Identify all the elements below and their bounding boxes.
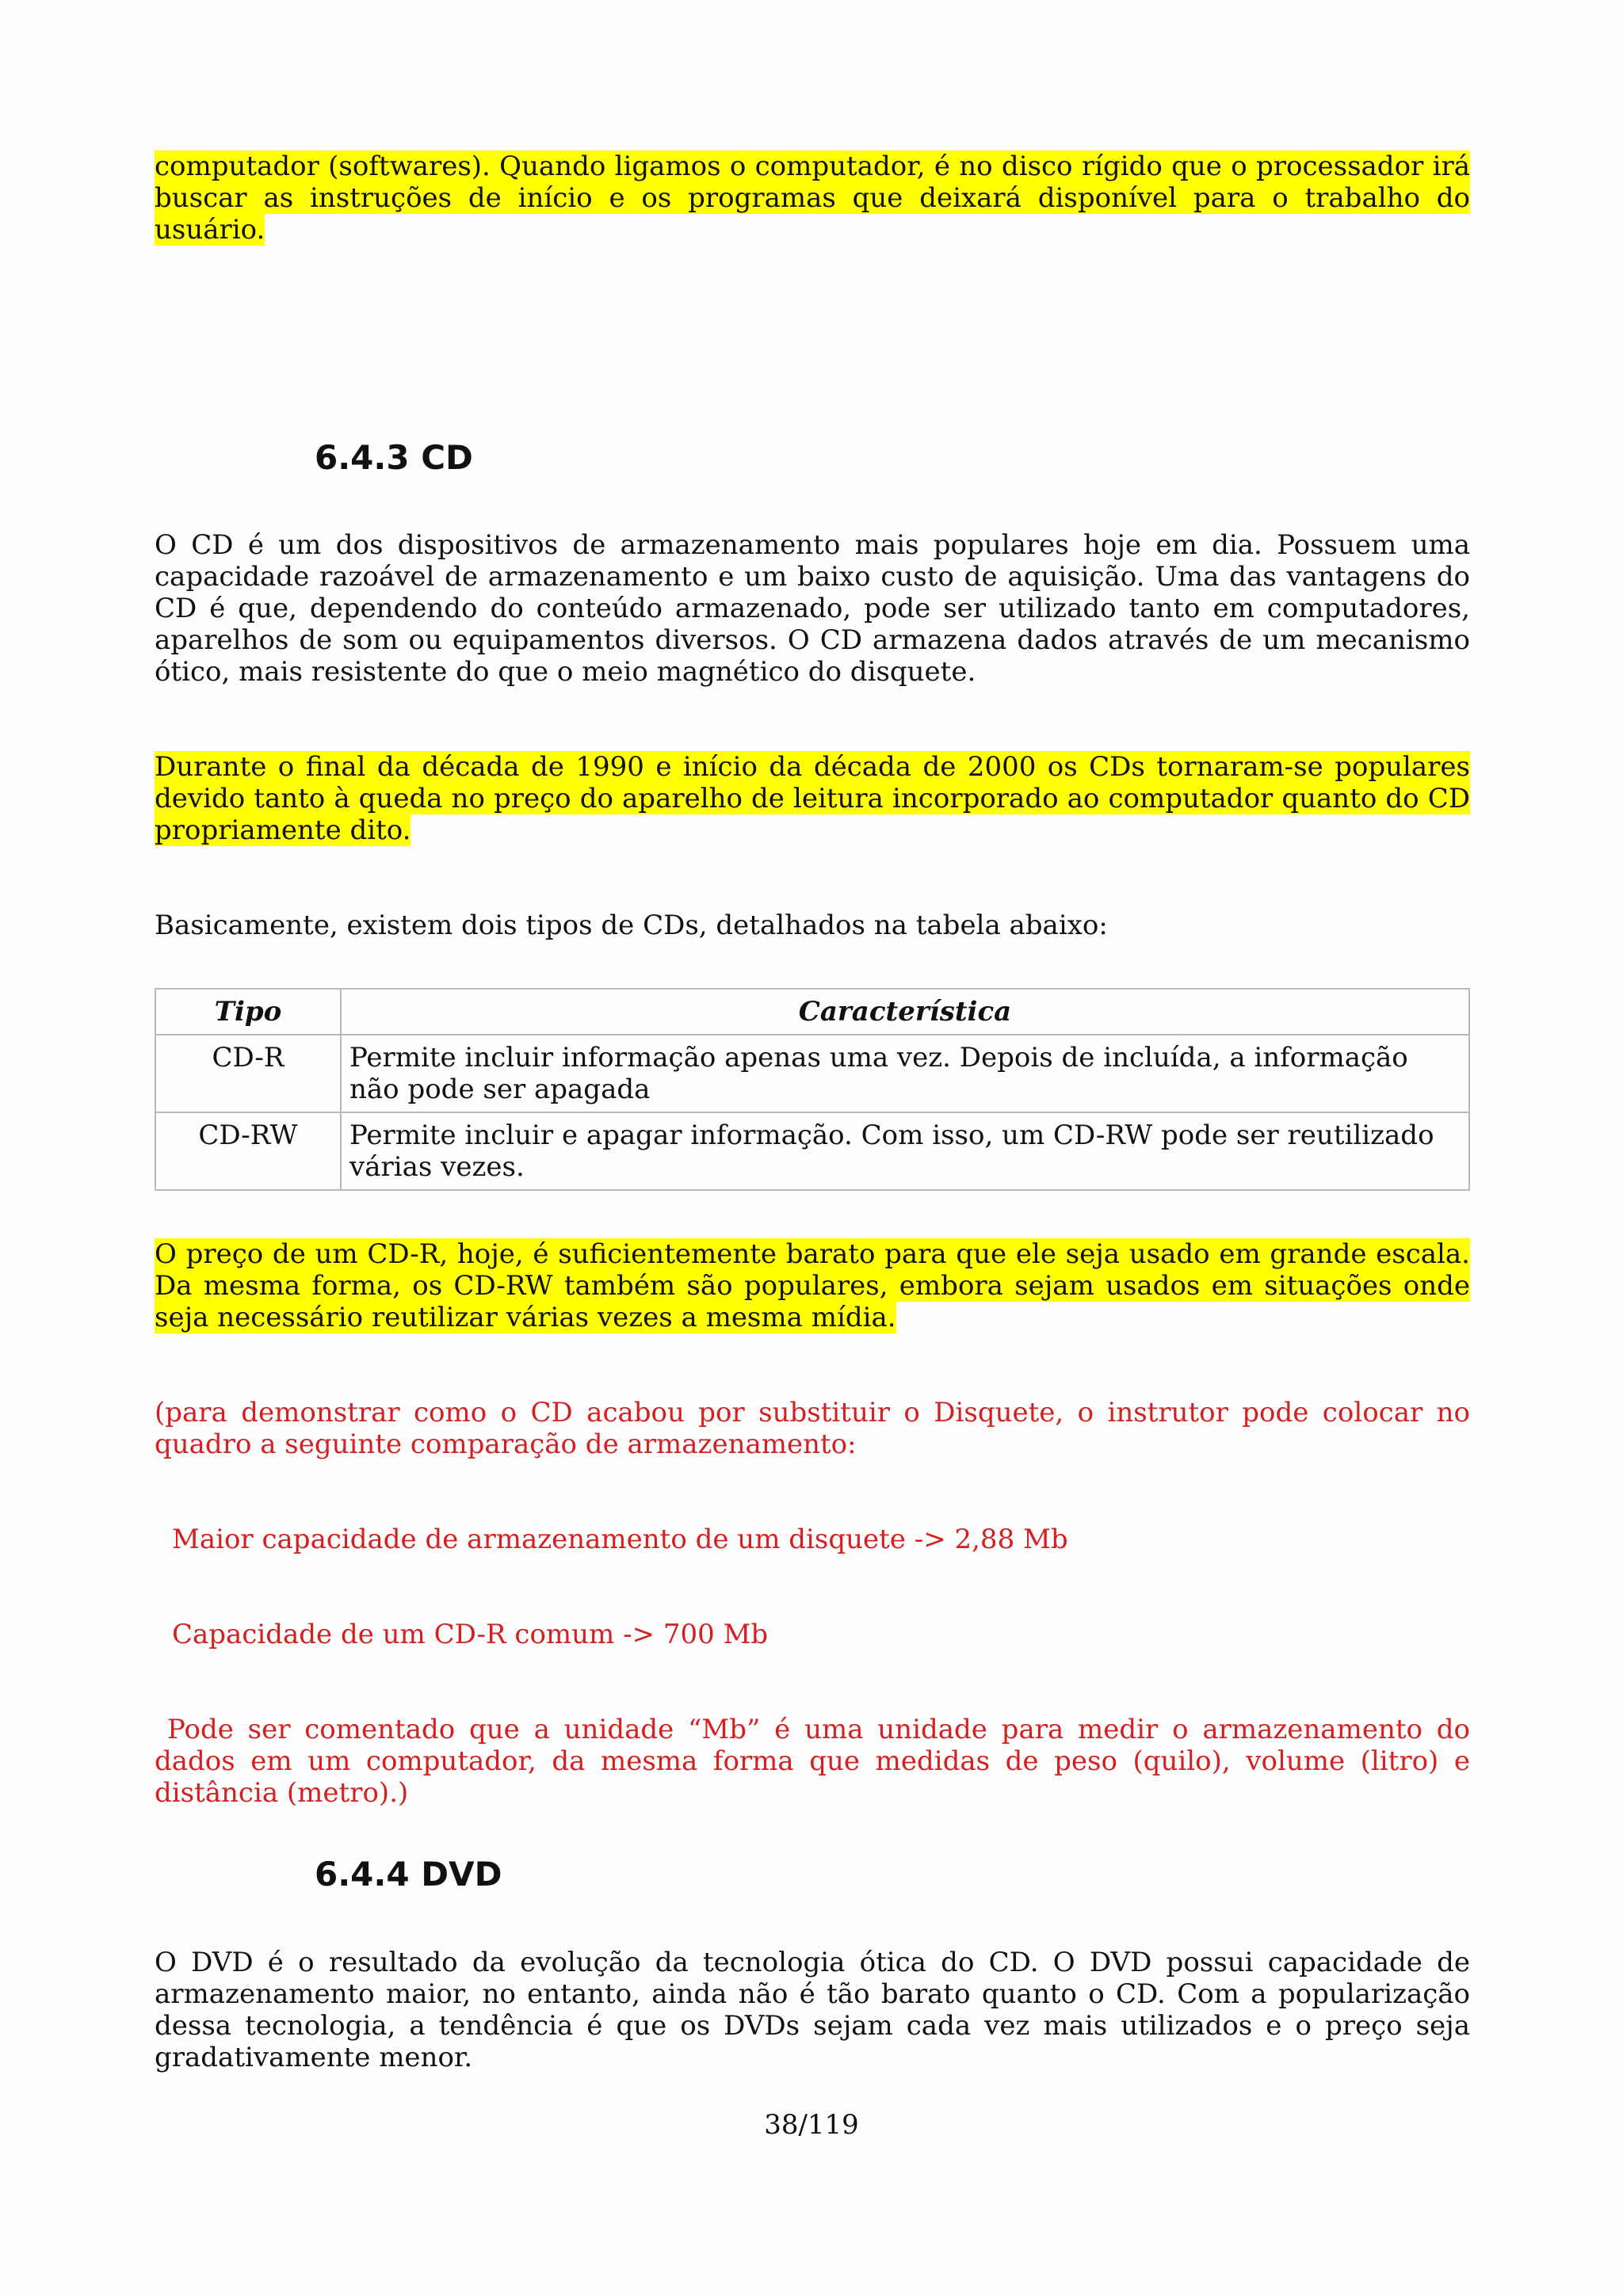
section-heading-dvd: 6.4.4 DVD [315, 1855, 502, 1894]
table-header-row [155, 989, 1469, 1035]
instructor-note-line-3: Pode ser comentado que a unidade “Mb” é uma unidade para medir o armazenamento do dados em um computador, da mesma forma que medidas de peso (quilo), volume (litro) e distância (metro).) [155, 1714, 1470, 1809]
table-cell-tipo: CD-RW [155, 1112, 341, 1190]
document-page [155, 151, 1470, 2073]
table-header-caracteristica: Característica [341, 989, 1469, 1035]
instructor-note-line-2: Capacidade de um CD-R comum -> 700 Mb [172, 1619, 769, 1650]
table-cell-caracteristica: Permite incluir informação apenas uma vez. Depois de incluída, a informação não pode ser apagada [341, 1035, 1469, 1112]
intro-text: computador (softwares). Quando ligamos o computador, é no disco rígido que o processador irá buscar as instruções de início e os programas que deixará disponível para o trabalho do usuário. [155, 151, 1470, 246]
instructor-note-line-1: Maior capacidade de armazenamento de um disquete -> 2,88 Mb [172, 1524, 1068, 1555]
intro-paragraph [155, 151, 1470, 246]
cd-paragraph-2 [155, 751, 1470, 846]
cd-paragraph-4 [155, 1238, 1470, 1333]
table-cell-caracteristica: Permite incluir e apagar informação. Com isso, um CD-RW pode ser reutilizado várias vezes. [341, 1112, 1469, 1190]
cd-paragraph-1: O CD é um dos dispositivos de armazenamento mais populares hoje em dia. Possuem uma capacidade razoável de armazenamento e um baixo custo de aquisição. Uma das vantagens do CD é que, dependendo do conteúdo armazenado, pode ser utilizado tanto em computadores, aparelhos de som ou equipamentos diversos. O CD armazena dados através de um mecanismo ótico, mais resistente do que o meio magnético do disquete. [155, 529, 1470, 688]
section-heading-cd: 6.4.3 CD [315, 438, 473, 477]
dvd-paragraph-1: O DVD é o resultado da evolução da tecnologia ótica do CD. O DVD possui capacidade de armazenamento maior, no entanto, ainda não é tão barato quanto o CD. Com a popularização dessa tecnologia, a tendência é que os DVDs sejam cada vez mais utilizados e o preço seja gradativamente menor. [155, 1947, 1470, 2073]
table-row [155, 1035, 1469, 1112]
cd-paragraph-4-text: O preço de um CD-R, hoje, é suficientemente barato para que ele seja usado em grande escala. Da mesma forma, os CD-RW também são populares, embora sejam usados em situações onde seja necessário reutilizar várias vezes a mesma mídia. [155, 1238, 1470, 1333]
table-header-tipo: Tipo [155, 989, 341, 1035]
table-row [155, 1112, 1469, 1190]
cd-types-table [155, 988, 1470, 1191]
page-number: 38/119 [764, 2109, 859, 2141]
cd-paragraph-2-text: Durante o final da década de 1990 e início da década de 2000 os CDs tornaram-se populares devido tanto à queda no preço do aparelho de leitura incorporado ao computador quanto do CD propriamente dito. [155, 751, 1470, 846]
table-cell-tipo: CD-R [155, 1035, 341, 1112]
instructor-note-intro: (para demonstrar como o CD acabou por substituir o Disquete, o instrutor pode colocar no quadro a seguinte comparação de armazenamento: [155, 1397, 1470, 1460]
cd-paragraph-3: Basicamente, existem dois tipos de CDs, detalhados na tabela abaixo: [155, 910, 1108, 941]
